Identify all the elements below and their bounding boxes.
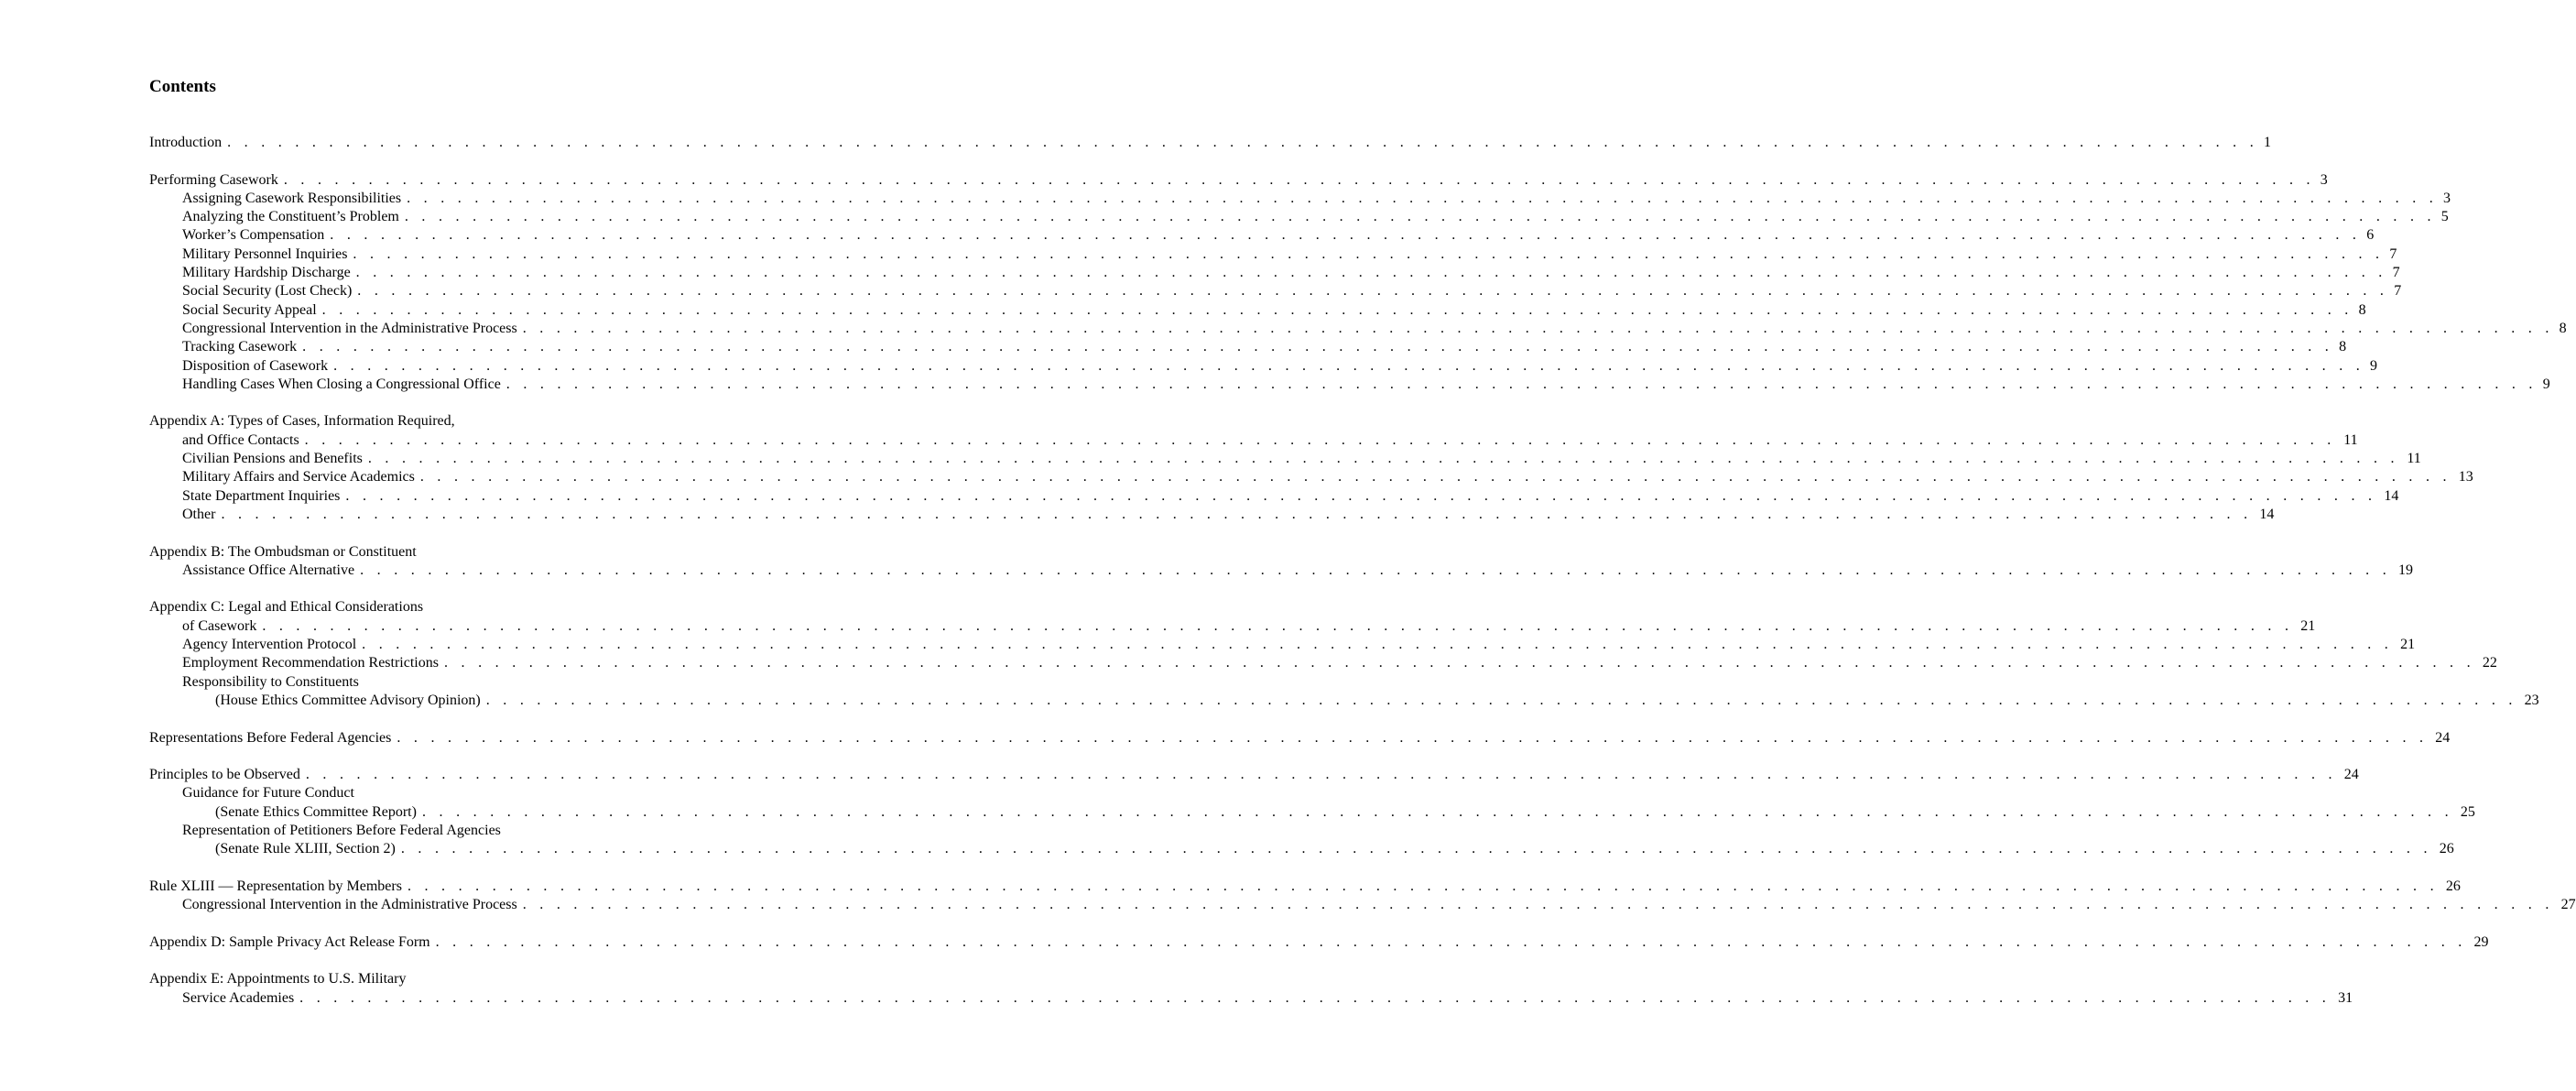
toc-spacer [149,580,694,598]
toc-entry-label: Military Affairs and Service Academics [182,468,420,486]
toc-entry[interactable] [149,654,2497,672]
dot-leader: . . . . . . . . . . . . . . . . . . . . . . . . . . . . . . . . . . . . . . . . . . . . . . . . . . . . . . . . . . . . . . . . . . . . . . . . . . . . . . . . . . . . . . . . . . . . . . . . . . . . . . . . . . . . . . . . . . . . . . . . [522,320,2554,336]
toc-entry[interactable] [149,320,2567,338]
toc-spacer [149,747,694,766]
toc-entry[interactable] [149,729,2451,747]
toc-entry-page-number: 1 [2264,135,2272,150]
toc-spacer [149,859,694,878]
toc-entry-label: Assistance Office Alternative [182,562,360,580]
toc-entry-label: (Senate Rule XLIII, Section 2) [215,840,401,858]
toc-entry-page-number: 7 [2394,283,2402,300]
toc-entry[interactable] [149,598,694,616]
toc-entry[interactable] [149,171,2328,190]
toc-entry[interactable] [149,933,2489,952]
toc-entry[interactable] [149,245,2397,264]
toc-entry-label: Appendix D: Sample Privacy Act Release Form [149,933,436,952]
dot-leader: . . . . . . . . . . . . . . . . . . . . . . . . . . . . . . . . . . . . . . . . . . . . . . . . . . . . . . . . . . . . . . . . . . . . . . . . . . . . . . . . . . . . . . . . . . . . . . . . . . . . . . . . . . . . . . . . . . . . . . . . [221,506,2253,522]
toc-entry-label: Performing Casework [149,171,284,190]
toc-entry-page-number: 29 [2473,933,2489,950]
dot-leader: . . . . . . . . . . . . . . . . . . . . . . . . . . . . . . . . . . . . . . . . . . . . . . . . . . . . . . . . . . . . . . . . . . . . . . . . . . . . . . . . . . . . . . . . . . . . . . . . . . . . . . . . . . . . . . . . . . . . . . . . [421,803,2453,820]
toc-entry-page-number: 26 [2445,878,2461,894]
toc-entry-page-number: 11 [2407,451,2421,467]
dot-leader: . . . . . . . . . . . . . . . . . . . . . . . . . . . . . . . . . . . . . . . . . . . . . . . . . . . . . . . . . . . . . . . . . . . . . . . . . . . . . . . . . . . . . . . . . . . . . . . . . . . . . . . . . . . . . . . . . . . . . . . . [404,209,2436,225]
dot-leader: . . . . . . . . . . . . . . . . . . . . . . . . . . . . . . . . . . . . . . . . . . . . . . . . . . . . . . . . . . . . . . . . . . . . . . . . . . . . . . . . . . . . . . . . . . . . . . . . . . . . . . . . . . . . . . . . . . . . . . . . [321,301,2353,318]
toc-entry-page-number: 8 [2358,301,2366,318]
dot-leader: . . . . . . . . . . . . . . . . . . . . . . . . . . . . . . . . . . . . . . . . . . . . . . . . . . . . . . . . . . . . . . . . . . . . . . . . . . . . . . . . . . . . . . . . . . . . . . . . . . . . . . . . . . . . . . . . . . . . . . . . [304,431,2336,448]
toc-entry-label: Other [182,506,221,524]
toc-entry[interactable] [149,208,2449,226]
toc-entry-page-number: 3 [2320,171,2328,188]
toc-spacer [149,952,694,970]
dot-leader: . . . . . . . . . . . . . . . . . . . . . . . . . . . . . . . . . . . . . . . . . . . . . . . . . . . . . . . . . . . . . . . . . . . . . . . . . . . . . . . . . . . . . . . . . . . . . . . . . . . . . . . . . . . . . . . . . . . . . . . . [435,933,2467,950]
dot-leader: . . . . . . . . . . . . . . . . . . . . . . . . . . . . . . . . . . . . . . . . . . . . . . . . . . . . . . . . . . . . . . . . . . . . . . . . . . . . . . . . . . . . . . . . . . . . . . . . . . . . . . . . . . . . . . . . . . . . . . . . [485,692,2517,708]
toc-entry-page-number: 22 [2482,655,2497,671]
toc-entry[interactable] [149,190,2451,208]
dot-leader: . . . . . . . . . . . . . . . . . . . . . . . . . . . . . . . . . . . . . . . . . . . . . . . . . . . . . . . . . . . . . . . . . . . . . . . . . . . . . . . . . . . . . . . . . . . . . . . . . . . . . . . . . . . . . . . . . . . . . . . . [407,878,2439,894]
toc-entry[interactable] [149,673,694,692]
toc-entry-label: Guidance for Future Conduct [182,784,360,802]
toc-entry-label: Appendix A: Types of Cases, Information Required, [149,412,461,431]
toc-entry[interactable] [149,784,694,802]
toc-entry[interactable] [149,543,694,562]
toc-entry-label: Military Personnel Inquiries [182,245,353,264]
toc-entry-label: Military Hardship Discharge [182,264,356,282]
toc-entry-label: Social Security (Lost Check) [182,282,357,300]
toc-entry[interactable] [149,840,2454,858]
toc-entry-page-number: 8 [2339,339,2347,355]
toc-entry-page-number: 3 [2443,190,2451,206]
page-title: Contents [149,77,216,96]
toc-spacer [149,152,694,170]
toc-entry[interactable] [149,970,694,988]
toc-entry-label: Appendix E: Appointments to U.S. Military [149,970,411,988]
dot-leader: . . . . . . . . . . . . . . . . . . . . . . . . . . . . . . . . . . . . . . . . . . . . . . . . . . . . . . . . . . . . . . . . . . . . . . . . . . . . . . . . . . . . . . . . . . . . . . . . . . . . . . . . . . . . . . . . . . . . . . . . [360,562,2392,578]
toc-entry-label: Assigning Casework Responsibilities [182,190,407,208]
toc-entry[interactable] [149,134,2272,152]
dot-leader: . . . . . . . . . . . . . . . . . . . . . . . . . . . . . . . . . . . . . . . . . . . . . . . . . . . . . . . . . . . . . . . . . . . . . . . . . . . . . . . . . . . . . . . . . . . . . . . . . . . . . . . . . . . . . . . . . . . . . . . . [443,655,2475,671]
toc-entry-page-number: 7 [2389,245,2397,262]
toc-entry-page-number: 31 [2338,989,2353,1006]
toc-entry-label: Introduction [149,134,227,152]
dot-leader: . . . . . . . . . . . . . . . . . . . . . . . . . . . . . . . . . . . . . . . . . . . . . . . . . . . . . . . . . . . . . . . . . . . . . . . . . . . . . . . . . . . . . . . . . . . . . . . . . . . . . . . . . . . . . . . . . . . . . . . . [367,451,2399,467]
toc-entry[interactable] [149,692,2539,710]
toc-entry[interactable] [149,617,2316,636]
dot-leader: . . . . . . . . . . . . . . . . . . . . . . . . . . . . . . . . . . . . . . . . . . . . . . . . . . . . . . . . . . . . . . . . . . . . . . . . . . . . . . . . . . . . . . . . . . . . . . . . . . . . . . . . . . . . . . . . . . . . . . . . [305,767,2337,783]
toc-entry-page-number: 13 [2458,469,2473,485]
toc-entry-label: Congressional Intervention in the Administrative Process [182,320,523,338]
toc-entry-label: Rule XLIII — Representation by Members [149,878,408,896]
toc-entry-label: and Office Contacts [182,431,305,450]
dot-leader: . . . . . . . . . . . . . . . . . . . . . . . . . . . . . . . . . . . . . . . . . . . . . . . . . . . . . . . . . . . . . . . . . . . . . . . . . . . . . . . . . . . . . . . . . . . . . . . . . . . . . . . . . . . . . . . . . . . . . . . . [357,283,2389,300]
toc-entry[interactable] [149,412,694,431]
toc-entry[interactable] [149,338,2347,356]
dot-leader: . . . . . . . . . . . . . . . . . . . . . . . . . . . . . . . . . . . . . . . . . . . . . . . . . . . . . . . . . . . . . . . . . . . . . . . . . . . . . . . . . . . . . . . . . . . . . . . . . . . . . . . . . . . . . . . . . . . . . . . . [345,487,2377,504]
dot-leader: . . . . . . . . . . . . . . . . . . . . . . . . . . . . . . . . . . . . . . . . . . . . . . . . . . . . . . . . . . . . . . . . . . . . . . . . . . . . . . . . . . . . . . . . . . . . . . . . . . . . . . . . . . . . . . . . . . . . . . . . [355,265,2387,281]
toc-entry-page-number: 27 [2560,897,2576,913]
toc-entry-page-number: 19 [2398,562,2414,578]
dot-leader: . . . . . . . . . . . . . . . . . . . . . . . . . . . . . . . . . . . . . . . . . . . . . . . . . . . . . . . . . . . . . . . . . . . . . . . . . . . . . . . . . . . . . . . . . . . . . . . . . . . . . . . . . . . . . . . . . . . . . . . . [353,245,2385,262]
toc-entry-label: Analyzing the Constituent’s Problem [182,208,405,226]
toc-entry[interactable] [149,301,2366,320]
toc-spacer [149,914,694,933]
toc-entry[interactable] [149,431,2358,450]
toc-entry-page-number: 21 [2400,637,2416,653]
toc-entry-page-number: 21 [2300,617,2316,634]
toc-entry-label: Principles to be Observed [149,766,306,784]
toc-entry-label: Responsibility to Constituents [182,673,364,692]
toc-entry-page-number: 9 [2370,357,2378,374]
toc-entry-page-number: 7 [2392,265,2400,281]
toc-entry[interactable] [149,896,2576,914]
toc-entry[interactable] [149,282,2402,300]
dot-leader: . . . . . . . . . . . . . . . . . . . . . . . . . . . . . . . . . . . . . . . . . . . . . . . . . . . . . . . . . . . . . . . . . . . . . . . . . . . . . . . . . . . . . . . . . . . . . . . . . . . . . . . . . . . . . . . . . . . . . . . . [330,227,2362,244]
toc-entry[interactable] [149,357,2378,376]
toc-entry[interactable] [149,450,2421,468]
dot-leader: . . . . . . . . . . . . . . . . . . . . . . . . . . . . . . . . . . . . . . . . . . . . . . . . . . . . . . . . . . . . . . . . . . . . . . . . . . . . . . . . . . . . . . . . . . . . . . . . . . . . . . . . . . . . . . . . . . . . . . . . [505,376,2538,392]
toc-entry[interactable] [149,989,2353,1008]
toc-entry-label: Employment Recommendation Restrictions [182,654,444,672]
dot-leader: . . . . . . . . . . . . . . . . . . . . . . . . . . . . . . . . . . . . . . . . . . . . . . . . . . . . . . . . . . . . . . . . . . . . . . . . . . . . . . . . . . . . . . . . . . . . . . . . . . . . . . . . . . . . . . . . . . . . . . . . [407,190,2439,206]
toc-entry-page-number: 11 [2343,431,2358,448]
toc-spacer [149,394,694,412]
toc-entry-label: Disposition of Casework [182,357,333,376]
toc-entry[interactable] [149,636,2416,654]
toc-entry-label: Representation of Petitioners Before Federal Agencies [182,822,506,840]
toc-entry[interactable] [149,562,2414,580]
toc-entry-page-number: 24 [2435,729,2451,746]
dot-leader: . . . . . . . . . . . . . . . . . . . . . . . . . . . . . . . . . . . . . . . . . . . . . . . . . . . . . . . . . . . . . . . . . . . . . . . . . . . . . . . . . . . . . . . . . . . . . . . . . . . . . . . . . . . . . . . . . . . . . . . . [283,171,2315,188]
toc-entry[interactable] [149,376,2550,394]
table-of-contents [149,134,2576,1008]
toc-spacer [149,710,694,728]
dot-leader: . . . . . . . . . . . . . . . . . . . . . . . . . . . . . . . . . . . . . . . . . . . . . . . . . . . . . . . . . . . . . . . . . . . . . . . . . . . . . . . . . . . . . . . . . . . . . . . . . . . . . . . . . . . . . . . . . . . . . . . . [262,617,2294,634]
toc-entry-page-number: 14 [2384,487,2399,504]
toc-entry-page-number: 8 [2559,320,2567,336]
toc-entry-label: Civilian Pensions and Benefits [182,450,368,468]
toc-entry-label: Agency Intervention Protocol [182,636,362,654]
toc-entry-page-number: 6 [2366,227,2375,244]
dot-leader: . . . . . . . . . . . . . . . . . . . . . . . . . . . . . . . . . . . . . . . . . . . . . . . . . . . . . . . . . . . . . . . . . . . . . . . . . . . . . . . . . . . . . . . . . . . . . . . . . . . . . . . . . . . . . . . . . . . . . . . . [227,135,2259,150]
toc-entry-label: Handling Cases When Closing a Congressional Office [182,376,506,394]
toc-entry[interactable] [149,487,2399,506]
toc-entry-label: of Casework [182,617,262,636]
dot-leader: . . . . . . . . . . . . . . . . . . . . . . . . . . . . . . . . . . . . . . . . . . . . . . . . . . . . . . . . . . . . . . . . . . . . . . . . . . . . . . . . . . . . . . . . . . . . . . . . . . . . . . . . . . . . . . . . . . . . . . . . [400,841,2432,857]
toc-entry[interactable] [149,878,2461,896]
toc-spacer [149,524,694,542]
toc-entry[interactable] [149,264,2400,282]
dot-leader: . . . . . . . . . . . . . . . . . . . . . . . . . . . . . . . . . . . . . . . . . . . . . . . . . . . . . . . . . . . . . . . . . . . . . . . . . . . . . . . . . . . . . . . . . . . . . . . . . . . . . . . . . . . . . . . . . . . . . . . . [302,339,2334,355]
toc-entry-label: Service Academies [182,989,299,1008]
toc-entry-label: Representations Before Federal Agencies [149,729,397,747]
toc-entry-label: State Department Inquiries [182,487,345,506]
toc-entry-label: Congressional Intervention in the Administrative Process [182,896,523,914]
toc-entry-label: (House Ethics Committee Advisory Opinion) [215,692,486,710]
toc-entry-page-number: 14 [2259,506,2275,522]
toc-entry-page-number: 24 [2343,767,2359,783]
dot-leader: . . . . . . . . . . . . . . . . . . . . . . . . . . . . . . . . . . . . . . . . . . . . . . . . . . . . . . . . . . . . . . . . . . . . . . . . . . . . . . . . . . . . . . . . . . . . . . . . . . . . . . . . . . . . . . . . . . . . . . . . [419,469,2451,485]
dot-leader: . . . . . . . . . . . . . . . . . . . . . . . . . . . . . . . . . . . . . . . . . . . . . . . . . . . . . . . . . . . . . . . . . . . . . . . . . . . . . . . . . . . . . . . . . . . . . . . . . . . . . . . . . . . . . . . . . . . . . . . . [299,989,2331,1006]
toc-entry-page-number: 9 [2542,376,2550,392]
toc-entry-page-number: 23 [2524,692,2539,708]
toc-entry[interactable] [149,468,2473,486]
toc-entry-label: Appendix B: The Ombudsman or Constituent [149,543,422,562]
dot-leader: . . . . . . . . . . . . . . . . . . . . . . . . . . . . . . . . . . . . . . . . . . . . . . . . . . . . . . . . . . . . . . . . . . . . . . . . . . . . . . . . . . . . . . . . . . . . . . . . . . . . . . . . . . . . . . . . . . . . . . . . [397,729,2429,746]
toc-entry-label: Social Security Appeal [182,301,322,320]
toc-entry[interactable] [149,766,2359,784]
toc-entry-page-number: 5 [2440,209,2449,225]
toc-entry[interactable] [149,822,694,840]
dot-leader: . . . . . . . . . . . . . . . . . . . . . . . . . . . . . . . . . . . . . . . . . . . . . . . . . . . . . . . . . . . . . . . . . . . . . . . . . . . . . . . . . . . . . . . . . . . . . . . . . . . . . . . . . . . . . . . . . . . . . . . . [362,637,2394,653]
toc-entry[interactable] [149,226,2375,245]
dot-leader: . . . . . . . . . . . . . . . . . . . . . . . . . . . . . . . . . . . . . . . . . . . . . . . . . . . . . . . . . . . . . . . . . . . . . . . . . . . . . . . . . . . . . . . . . . . . . . . . . . . . . . . . . . . . . . . . . . . . . . . . [333,357,2365,374]
toc-entry-page-number: 25 [2460,803,2475,820]
toc-entry-label: Worker’s Compensation [182,226,330,245]
toc-entry-page-number: 26 [2439,841,2454,857]
dot-leader: . . . . . . . . . . . . . . . . . . . . . . . . . . . . . . . . . . . . . . . . . . . . . . . . . . . . . . . . . . . . . . . . . . . . . . . . . . . . . . . . . . . . . . . . . . . . . . . . . . . . . . . . . . . . . . . . . . . . . . . . [522,897,2554,913]
toc-entry[interactable] [149,506,2275,524]
toc-entry-label: Tracking Casework [182,338,302,356]
toc-entry[interactable] [149,803,2475,822]
toc-entry-label: (Senate Ethics Committee Report) [215,803,422,822]
toc-entry-label: Appendix C: Legal and Ethical Considerations [149,598,429,616]
